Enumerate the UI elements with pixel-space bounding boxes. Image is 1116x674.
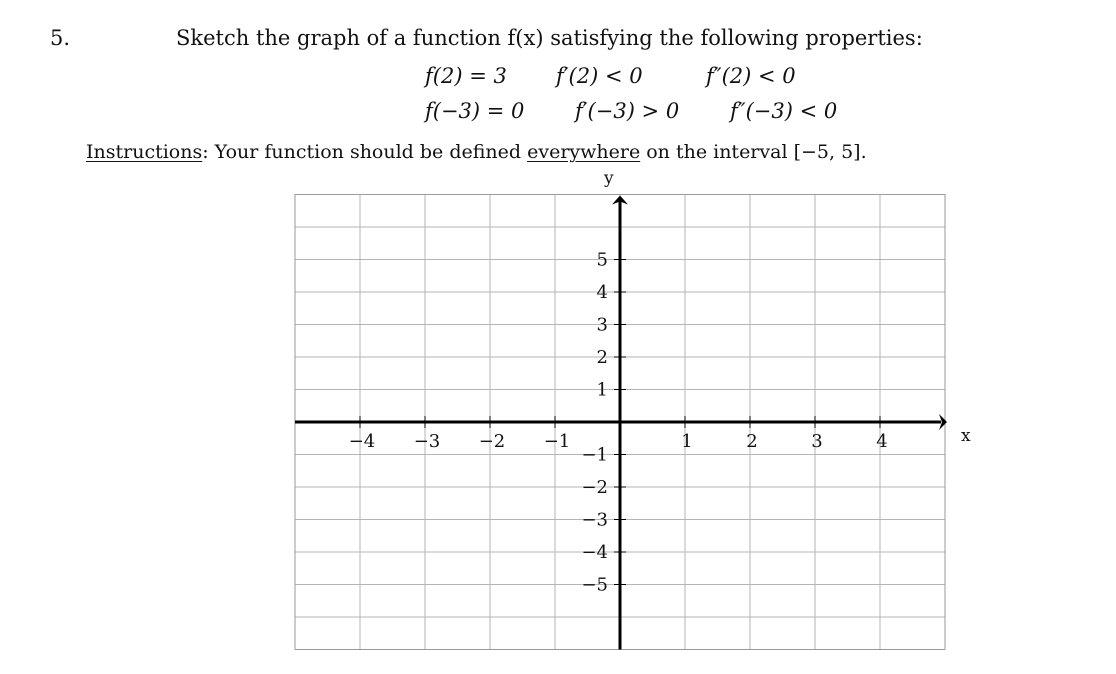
x-tick-label: −1 — [543, 431, 571, 452]
condition-fprime-2: f′(2) < 0 — [556, 64, 643, 88]
y-tick-label: 5 — [596, 249, 608, 271]
x-tick-label: 2 — [746, 431, 758, 452]
instructions-text-before: : Your function should be defined — [202, 141, 528, 163]
condition-fdoubleprime-2: f″(2) < 0 — [706, 64, 796, 88]
x-tick-label: 4 — [876, 431, 888, 452]
x-tick-label: 3 — [811, 431, 823, 452]
x-tick-label: −2 — [478, 431, 506, 452]
problem-prompt: Sketch the graph of a function f(x) satisfying the following properties: — [176, 26, 923, 50]
instructions-text-after: on the interval [−5, 5]. — [640, 141, 867, 163]
y-axis-label: y — [604, 168, 614, 189]
y-tick-label: −1 — [581, 444, 608, 466]
y-tick-label: −3 — [581, 509, 608, 531]
y-tick-label: −4 — [581, 542, 608, 563]
y-tick-label: −2 — [581, 477, 608, 498]
y-tick-label: 4 — [596, 282, 608, 303]
problem-number: 5. — [50, 26, 71, 50]
condition-fdoubleprime-neg3: f″(−3) < 0 — [730, 99, 838, 123]
condition-fprime-neg3: f′(−3) > 0 — [575, 99, 680, 123]
x-tick-label: −3 — [413, 431, 441, 452]
x-tick-label: 1 — [681, 431, 693, 452]
instructions-emphasis: everywhere — [527, 141, 641, 163]
y-tick-label: 3 — [596, 314, 608, 336]
x-tick-label: −4 — [348, 431, 376, 452]
instructions-label: Instructions — [86, 141, 203, 163]
y-tick-label: −5 — [581, 574, 608, 596]
y-tick-label: 1 — [596, 379, 608, 401]
condition-f-2: f(2) = 3 — [425, 64, 507, 88]
x-axis-label: x — [961, 426, 971, 446]
condition-f-neg3: f(−3) = 0 — [425, 99, 525, 123]
y-tick-label: 2 — [596, 347, 608, 368]
